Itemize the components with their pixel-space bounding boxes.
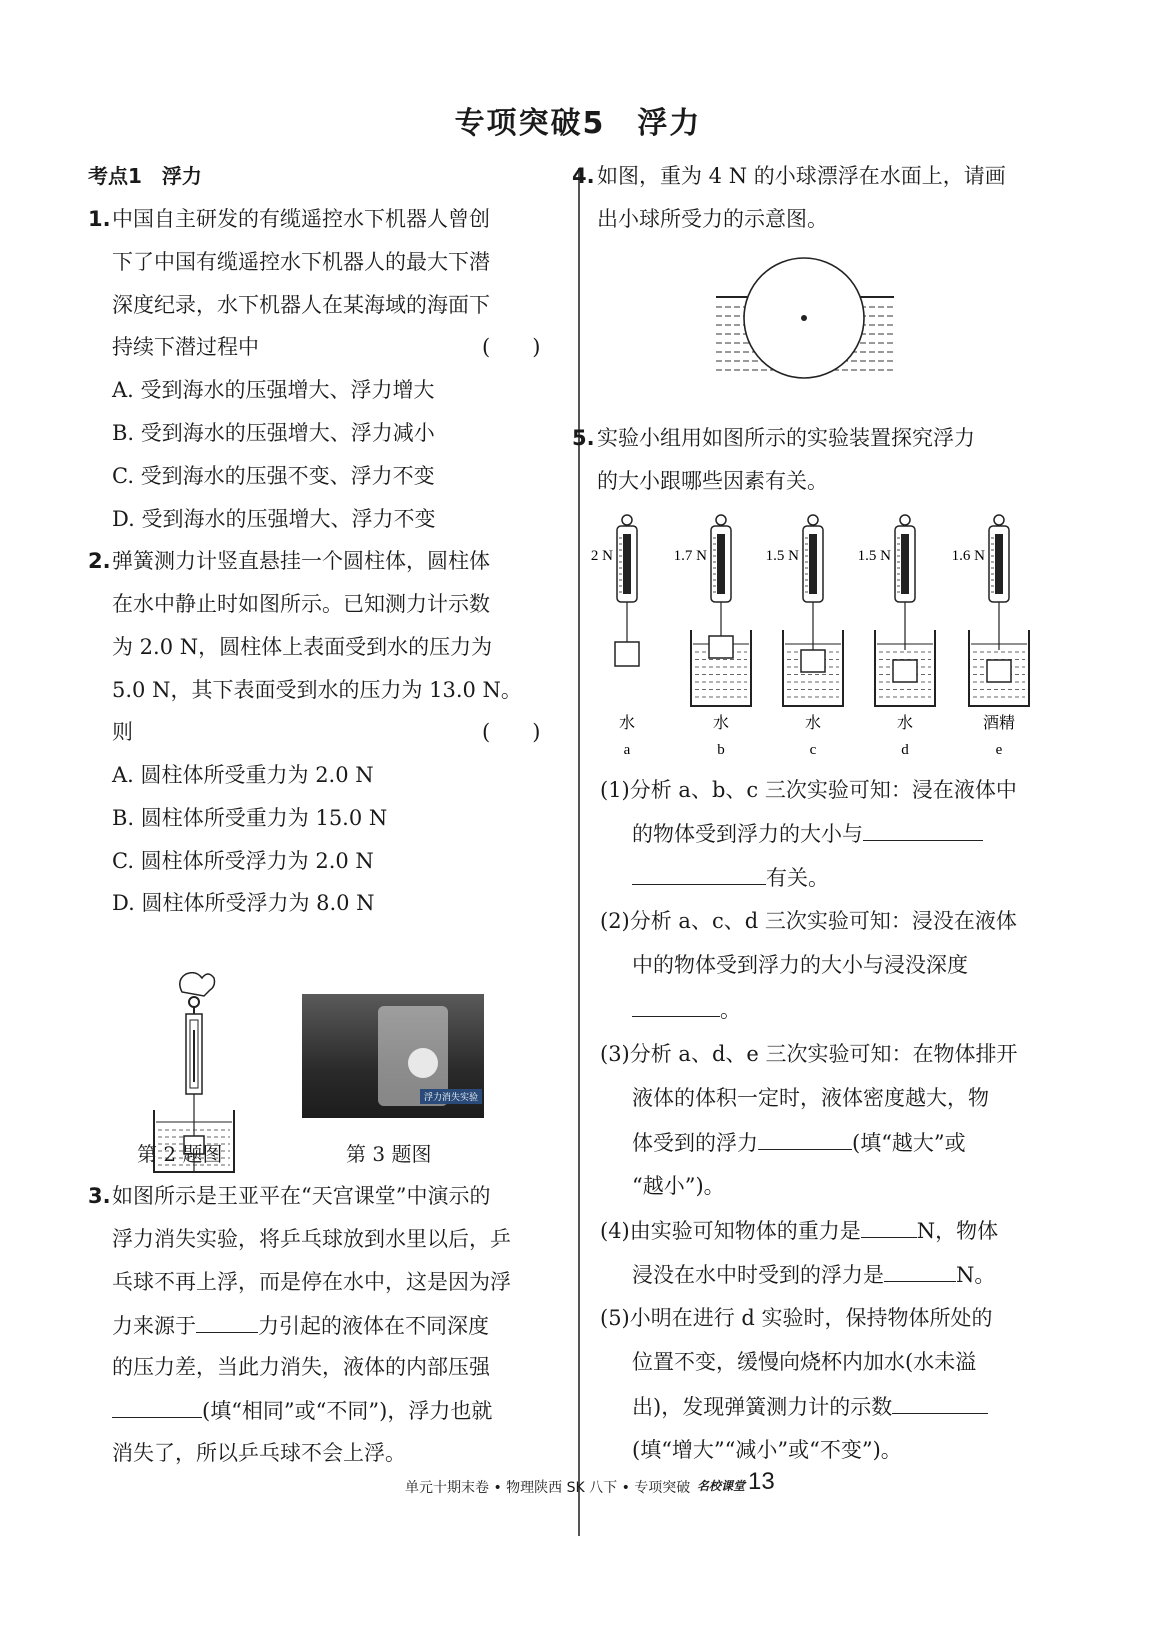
liquid-label: 水 (896, 713, 914, 732)
q5-part4-line (632, 1261, 995, 1288)
footer-brand-logo: 名校课堂 (697, 1479, 746, 1493)
q1-line: 持续下潜过程中 (112, 335, 259, 359)
q3-line: 乓球不再上浮，而是停在水中，这是因为浮 (112, 1270, 511, 1294)
q5-part1-line (632, 820, 983, 847)
q2-option-a: A. 圆柱体所受重力为 2.0 N (112, 763, 374, 787)
q3-line (112, 1397, 492, 1424)
spring-scale-setup-b (674, 515, 751, 758)
q3-line: 的压力差，当此力消失，液体的内部压强 (112, 1355, 490, 1379)
q5-part1-line (632, 864, 829, 891)
setup-letter: c (809, 742, 817, 758)
setup-letter: e (995, 742, 1003, 758)
q3-line: 浮力消失实验，将乒乓球放到水里以后，乒 (112, 1227, 511, 1251)
q5-text: 有关。 (766, 866, 829, 890)
q5-blank-4a[interactable] (861, 1217, 917, 1238)
q1-option-d: D. 受到海水的压强增大、浮力不变 (112, 507, 436, 531)
spring-scale-setup-a (591, 515, 639, 758)
section-heading: 考点1 浮力 (88, 164, 202, 188)
q5-part2-line: 中的物体受到浮力的大小与浸没深度 (632, 953, 968, 977)
fig3-caption: 第 3 题图 (346, 1142, 432, 1166)
page-title: 专项突破5 浮力 (454, 106, 702, 141)
q5-part3-line (632, 1129, 966, 1156)
q3-blank-2[interactable] (112, 1397, 202, 1418)
q5-text: (填“越大”或 (852, 1131, 966, 1155)
q5-blank-1a[interactable] (863, 820, 983, 841)
q5-part2-line (632, 996, 741, 1023)
q4-line: 出小球所受力的示意图。 (597, 207, 828, 231)
liquid-label: 水 (712, 713, 730, 732)
q2-line: 则 (112, 720, 133, 744)
q5-text: N。 (956, 1263, 996, 1287)
q4-number: 4. (572, 164, 595, 188)
q3-text: (填“相同”或“不同”)，浮力也就 (202, 1399, 493, 1423)
page-number: 13 (748, 1468, 775, 1495)
spring-scale-setup-d (858, 515, 935, 758)
q5-line: 的大小跟哪些因素有关。 (597, 469, 828, 493)
setup-letter: b (717, 742, 725, 758)
q5-text: N，物体 (916, 1219, 999, 1243)
q1-line: 下了中国有缆遥控水下机器人的最大下潜 (112, 250, 490, 274)
q5-text: (4)由实验可知物体的重力是 (600, 1219, 861, 1243)
scale-reading: 1.7 N (673, 548, 707, 564)
q1-option-a: A. 受到海水的压强增大、浮力增大 (112, 378, 435, 402)
q5-part4 (600, 1217, 998, 1244)
q5-part3-line: 液体的体积一定时，液体密度越大，物 (632, 1086, 989, 1110)
fig2-caption: 第 2 题图 (137, 1142, 223, 1166)
q2-answer-paren: ( ) (482, 720, 541, 744)
scale-reading: 1.5 N (857, 548, 891, 564)
spring-scale-setup-e (952, 515, 1029, 758)
q5-part5-line: (填“增大”“减小”或“不变”)。 (632, 1438, 902, 1462)
q3-text: 力引起的液体在不同深度 (258, 1314, 489, 1338)
q5-blank-4b[interactable] (884, 1261, 956, 1282)
q5-blank-2[interactable] (632, 996, 720, 1017)
q1-line: 深度纪录，水下机器人在某海域的海面下 (112, 293, 490, 317)
q1-option-b: B. 受到海水的压强增大、浮力减小 (112, 421, 435, 445)
setup-letter: d (901, 742, 909, 758)
q3-number: 3. (88, 1184, 111, 1208)
scale-reading: 1.5 N (765, 548, 799, 564)
q5-part5-line (632, 1393, 988, 1420)
q2-line: 弹簧测力计竖直悬挂一个圆柱体，圆柱体 (112, 549, 490, 573)
q3-blank-1[interactable] (196, 1312, 258, 1333)
q5-part3: (3)分析 a、d、e 三次实验可知：在物体排开 (600, 1042, 1018, 1066)
q3-text: 力来源于 (112, 1314, 196, 1338)
q5-text: 。 (720, 998, 741, 1022)
fig3-photo-label: 浮力消失实验 (420, 1089, 482, 1104)
scale-reading: 1.6 N (951, 548, 985, 564)
setup-letter: a (623, 742, 631, 758)
q2-number: 2. (88, 549, 111, 573)
q5-part2: (2)分析 a、c、d 三次实验可知：浸没在液体 (600, 909, 1017, 933)
q2-option-b: B. 圆柱体所受重力为 15.0 N (112, 806, 388, 830)
footer-text: 单元十期末卷 • 物理陕西 SK 八下 • 专项突破 (405, 1480, 691, 1496)
q5-part5: (5)小明在进行 d 实验时，保持物体所处的 (600, 1306, 993, 1330)
q3-line (112, 1312, 489, 1339)
q5-number: 5. (572, 426, 595, 450)
q2-line: 为 2.0 N，圆柱体上表面受到水的压力为 (112, 635, 493, 659)
q2-line: 5.0 N，其下表面受到水的压力为 13.0 N。 (112, 678, 522, 702)
fig5-experiment-diagram (585, 512, 1035, 762)
spring-scale-setup-c (766, 515, 843, 758)
q3-line: 如图所示是王亚平在“天宫课堂”中演示的 (112, 1184, 491, 1208)
q5-blank-3[interactable] (758, 1129, 852, 1150)
scale-reading: 2 N (590, 548, 613, 564)
liquid-label: 酒精 (982, 713, 1016, 732)
q1-line: 中国自主研发的有缆遥控水下机器人曾创 (112, 207, 490, 231)
q1-number: 1. (88, 207, 111, 231)
fig5-svg (585, 512, 1035, 762)
q2-line: 在水中静止时如图所示。已知测力计示数 (112, 592, 490, 616)
column-divider (578, 168, 580, 1536)
q5-blank-5[interactable] (892, 1393, 988, 1414)
q1-answer-paren: ( ) (482, 335, 541, 359)
q1-option-c: C. 受到海水的压强不变、浮力不变 (112, 464, 435, 488)
q5-text: 浸没在水中时受到的浮力是 (632, 1263, 884, 1287)
q5-part3-line: “越小”)。 (632, 1174, 725, 1198)
fig4-floating-ball-diagram (712, 253, 898, 385)
q5-text: 的物体受到浮力的大小与 (632, 822, 863, 846)
q5-text: 出)，发现弹簧测力计的示数 (632, 1395, 893, 1419)
fig3-photo (302, 994, 484, 1118)
q2-option-d: D. 圆柱体所受浮力为 8.0 N (112, 891, 375, 915)
q5-part1: (1)分析 a、b、c 三次实验可知：浸在液体中 (600, 778, 1017, 802)
q2-option-c: C. 圆柱体所受浮力为 2.0 N (112, 849, 374, 873)
q4-line: 如图，重为 4 N 的小球漂浮在水面上，请画 (597, 164, 1006, 188)
liquid-label: 水 (804, 713, 822, 732)
q3-line: 消失了，所以乒乓球不会上浮。 (112, 1441, 406, 1465)
q5-line: 实验小组用如图所示的实验装置探究浮力 (597, 426, 975, 450)
q5-blank-1b[interactable] (632, 864, 766, 885)
q5-text: 体受到的浮力 (632, 1131, 758, 1155)
q5-part5-line: 位置不变，缓慢向烧杯内加水(水未溢 (632, 1350, 977, 1374)
liquid-label: 水 (618, 713, 636, 732)
